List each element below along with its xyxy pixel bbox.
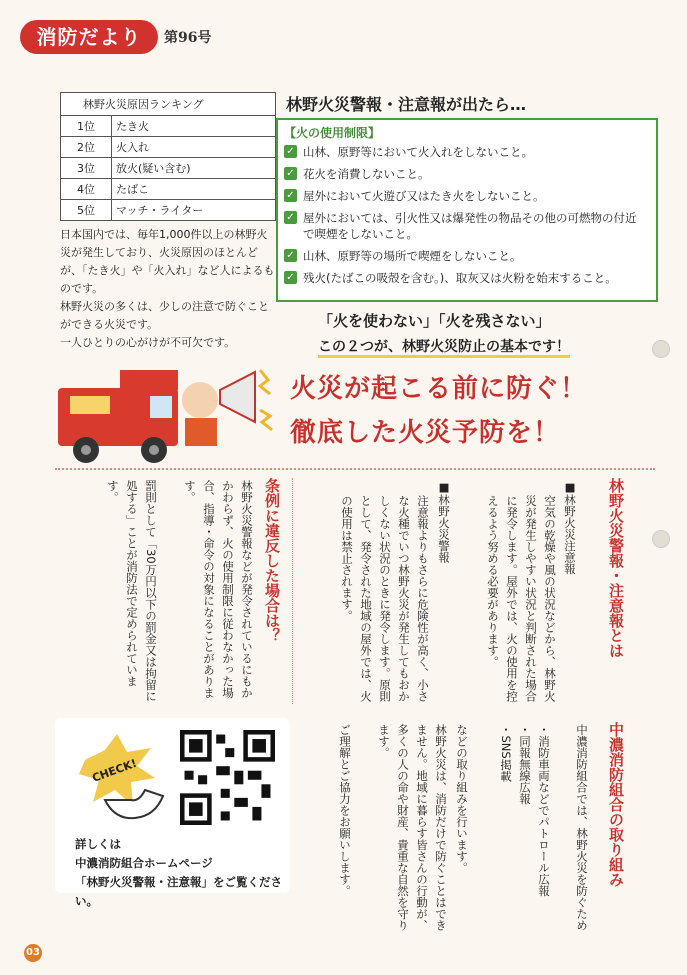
big-slogan-prevent: 火災が起こる前に防ぐ！ [290, 374, 588, 404]
page-number: 03 [24, 944, 42, 962]
cause-cell: 放火(疑い含む) [112, 158, 276, 179]
check-mark-icon: ✓ [284, 189, 297, 202]
restriction-text: 屋外においては、引火性又は爆発性の物品その他の可燃物の付近で喫煙をしないこと。 [303, 211, 637, 241]
restriction-text: 山林、原野等の場所で喫煙をしないこと。 [303, 249, 522, 263]
efforts-body-1: などの取り組みを行います。 [455, 724, 469, 874]
table-row [61, 200, 276, 221]
rank-cell: 1位 [61, 116, 112, 137]
qr-code-icon[interactable] [180, 730, 275, 825]
restriction-item [284, 144, 646, 160]
cause-cell: たき火 [112, 116, 276, 137]
intro-paragraph: 日本国内では、毎年1,000件以上の林野火災が発生しており、火災原因のほとんどが、「たき火」や「火入れ」など人によるものです。 [60, 228, 275, 295]
efforts-item: ・消防車両などでパトロール広報 [537, 724, 551, 897]
efforts-intro: 中濃消防組合では、林野火災を防ぐため [575, 724, 589, 931]
section-heading-efforts: 中濃消防組合の取り組み [607, 722, 625, 887]
check-mark-icon: ✓ [284, 249, 297, 262]
check-mark-icon: ✓ [284, 167, 297, 180]
efforts-body-2: 林野火災は、消防だけで防ぐことはできません。地域に暮らす皆さんの行動が、多くの人の命や財産、貴重な自然を守ります。 [377, 724, 448, 931]
restrictions-title: 【火の使用制限】 [284, 126, 381, 140]
slogan-quote: 「火を使わない」「火を残さない」 [318, 312, 551, 330]
detail-line: 中濃消防組合ホームページ [75, 856, 213, 870]
pointing-hand-icon [75, 730, 170, 830]
warning-body: 注意報よりもさらに危険性が高く、小さな火種でいつ林野火災が発生してもおかしくない状況のときに発令します。原則として、発令された地域の屋外では、火の使用は禁止されます。 [340, 495, 430, 702]
table-row [61, 158, 276, 179]
fire-truck-illustration-icon [50, 360, 275, 470]
detail-line: 「林野火災警報・注意報」をご覧ください。 [75, 875, 282, 908]
table-row [61, 179, 276, 200]
cause-cell: たばこ [112, 179, 276, 200]
rank-cell: 3位 [61, 158, 112, 179]
section-heading-alert: 林野火災警報・注意報とは [607, 478, 625, 658]
warning-heading: 林野火災警報・注意報が出たら… [286, 95, 527, 114]
big-slogan-thorough: 徹底した火災予防を！ [290, 418, 561, 448]
restriction-item [284, 166, 646, 182]
column-divider [292, 478, 293, 704]
intro-paragraph: 一人ひとりの心がけが不可欠です。 [60, 336, 236, 349]
sub-heading-warning: ■林野火災警報 [437, 480, 451, 563]
efforts-item: ・同報無線広報 [518, 724, 532, 805]
issue-number: 第96号 [164, 30, 212, 46]
rank-cell: 5位 [61, 200, 112, 221]
efforts-item: ・SNS掲載 [499, 724, 513, 782]
fire-cause-ranking-table [60, 92, 276, 221]
check-mark-icon: ✓ [284, 271, 297, 284]
restriction-text: 山林、原野等において火入れをしないこと。 [303, 145, 533, 159]
restriction-item [284, 270, 646, 286]
restriction-item [284, 210, 646, 242]
caution-body: 空気の乾燥や風の状況などから、林野火災が発生しやすい状況と判断された場合に発令します。屋外では、火の使用を控えるよう努める必要があります。 [486, 495, 557, 702]
intro-text [60, 226, 278, 352]
ranking-title: 林野火災原因ランキング [61, 93, 276, 116]
detail-text [75, 835, 285, 911]
slogan-basic [318, 336, 570, 356]
rank-cell: 2位 [61, 137, 112, 158]
cause-cell: マッチ・ライター [112, 200, 276, 221]
section-divider [55, 468, 655, 470]
sub-heading-caution: ■林野火災注意報 [563, 480, 577, 575]
restriction-item [284, 248, 646, 264]
section-heading-violation: 条例に違反した場合は？ [263, 478, 281, 643]
check-mark-icon: ✓ [284, 211, 297, 224]
check-mark-icon: ✓ [284, 145, 297, 158]
rank-cell: 4位 [61, 179, 112, 200]
restriction-text: 屋外において火遊び又はたき火をしないこと。 [303, 189, 545, 203]
slogan-basic-text: この２つが、林野火災防止の基本です！ [318, 339, 570, 358]
restriction-text: 残火(たばこの吸殻を含む。)、取灰又は火粉を始末すること。 [303, 271, 617, 285]
binder-hole-bottom [652, 530, 670, 548]
binder-hole-top [652, 340, 670, 358]
violation-body-1: 林野火災警報などが発令されているにもかかわらず、火の使用制限に従わなかった場合、指導・命令の対象になることがあります。 [183, 480, 254, 699]
restriction-item [284, 188, 646, 204]
violation-body-2: 罰則として「30万円以下の罰金又は拘留に処する」ことが消防法で定められています。 [106, 480, 158, 702]
efforts-body-3: ご理解とご協力をお願いします。 [338, 724, 352, 897]
cause-cell: 火入れ [112, 137, 276, 158]
newsletter-logo: 消防だより [20, 20, 158, 54]
detail-line: 詳しくは [75, 837, 121, 851]
table-row [61, 116, 276, 137]
restriction-text: 花火を消費しないこと。 [303, 167, 430, 181]
table-row [61, 137, 276, 158]
intro-paragraph: 林野火災の多くは、少しの注意で防ぐことができる火災です。 [60, 300, 269, 331]
check-badge-text: CHECK! [90, 756, 139, 785]
